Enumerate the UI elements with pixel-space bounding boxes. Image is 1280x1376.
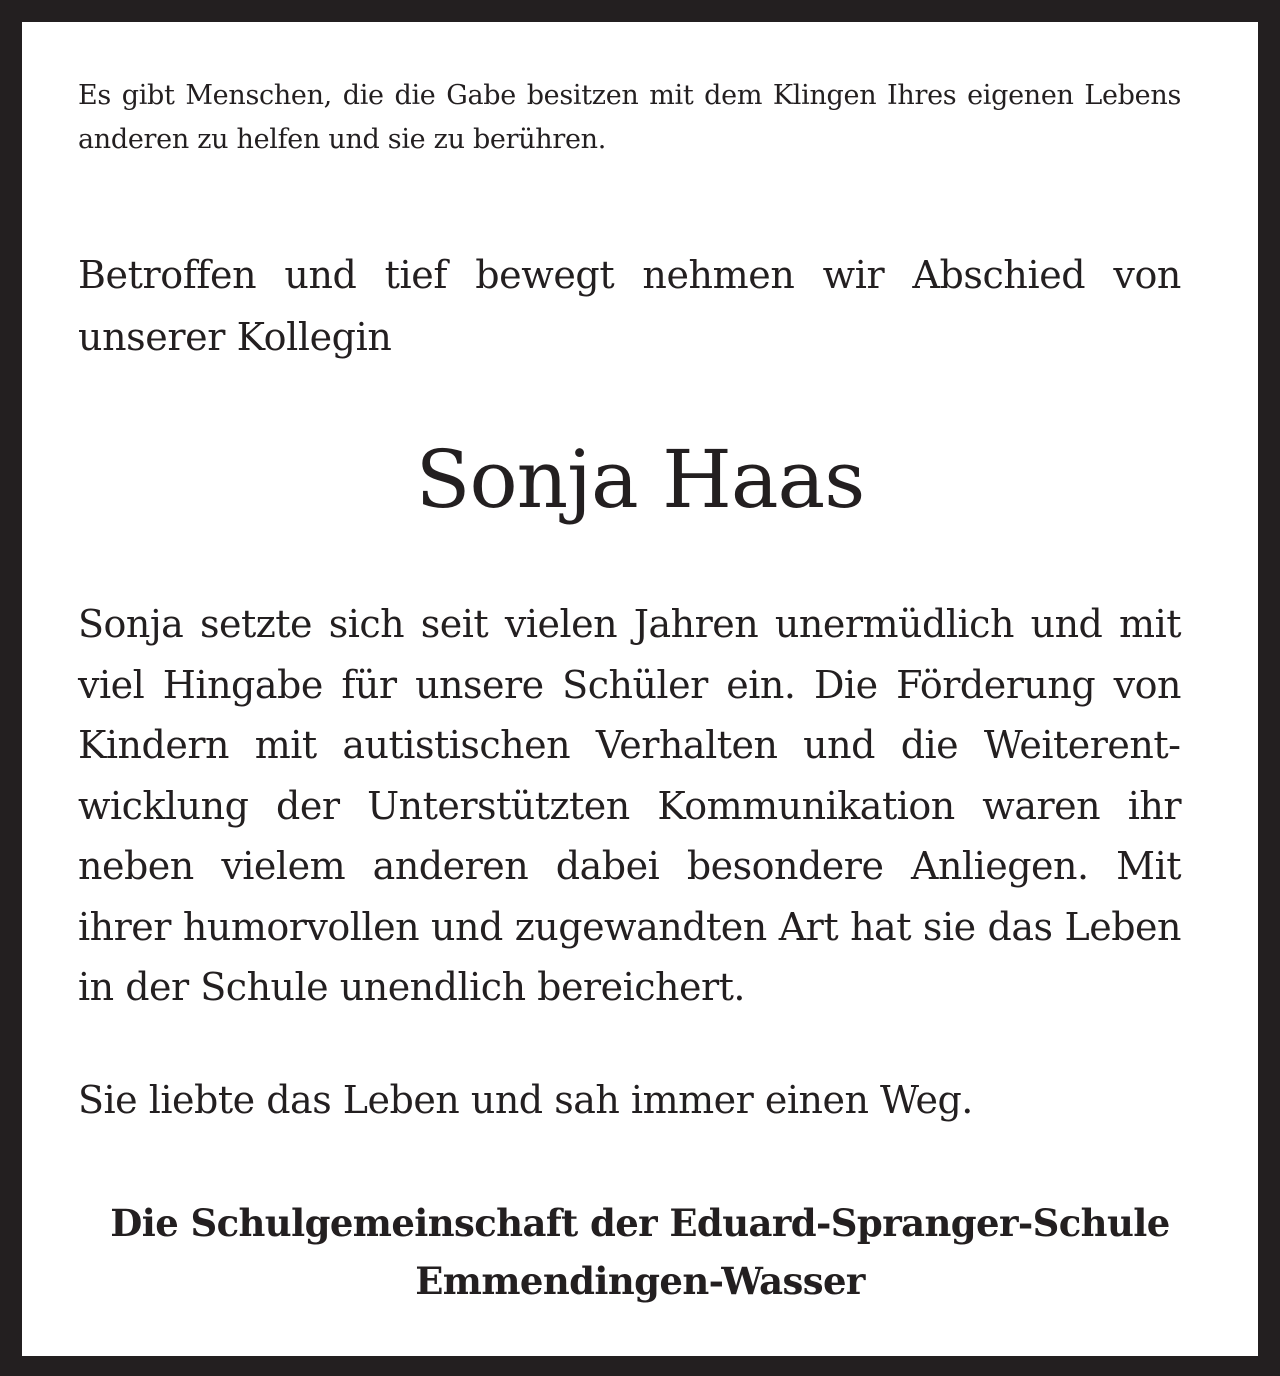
signature-line-location: Emmendingen-Wasser [415, 1259, 865, 1303]
obituary-notice [22, 22, 1258, 1356]
closing-line: Sie liebte das Leben und sah immer einen Weg. [78, 1078, 973, 1122]
signature-block [62, 1194, 1218, 1310]
deceased-name: Sonja Haas [415, 433, 865, 526]
motto-quote: Es gibt Menschen, die die Gabe besitzen mit dem Klingen Ihres eigenen Lebens anderen zu helfen und sie zu berühren. [78, 80, 1181, 155]
intro-text: Betroffen und tief bewegt nehmen wir Abschied von unserer Kollegin [78, 253, 1181, 359]
tribute-text: Sonja setzte sich seit vielen Jahren unermüdlich und mit viel Hingabe für unsere Schüler ein. Die Förderung von Kindern mit autistischen Verhalten und die Weiterentwicklung der Unterstützten Kommunikation waren ihr neben vielem anderen dabei besondere Anliegen. Mit ihrer humorvollen und zugewandten Art hat sie das Leben in der Schule unendlich bereichert. [78, 602, 1181, 1009]
signature-line-organization: Die Schulgemeinschaft der Eduard-Spranger-Schule [110, 1201, 1170, 1245]
